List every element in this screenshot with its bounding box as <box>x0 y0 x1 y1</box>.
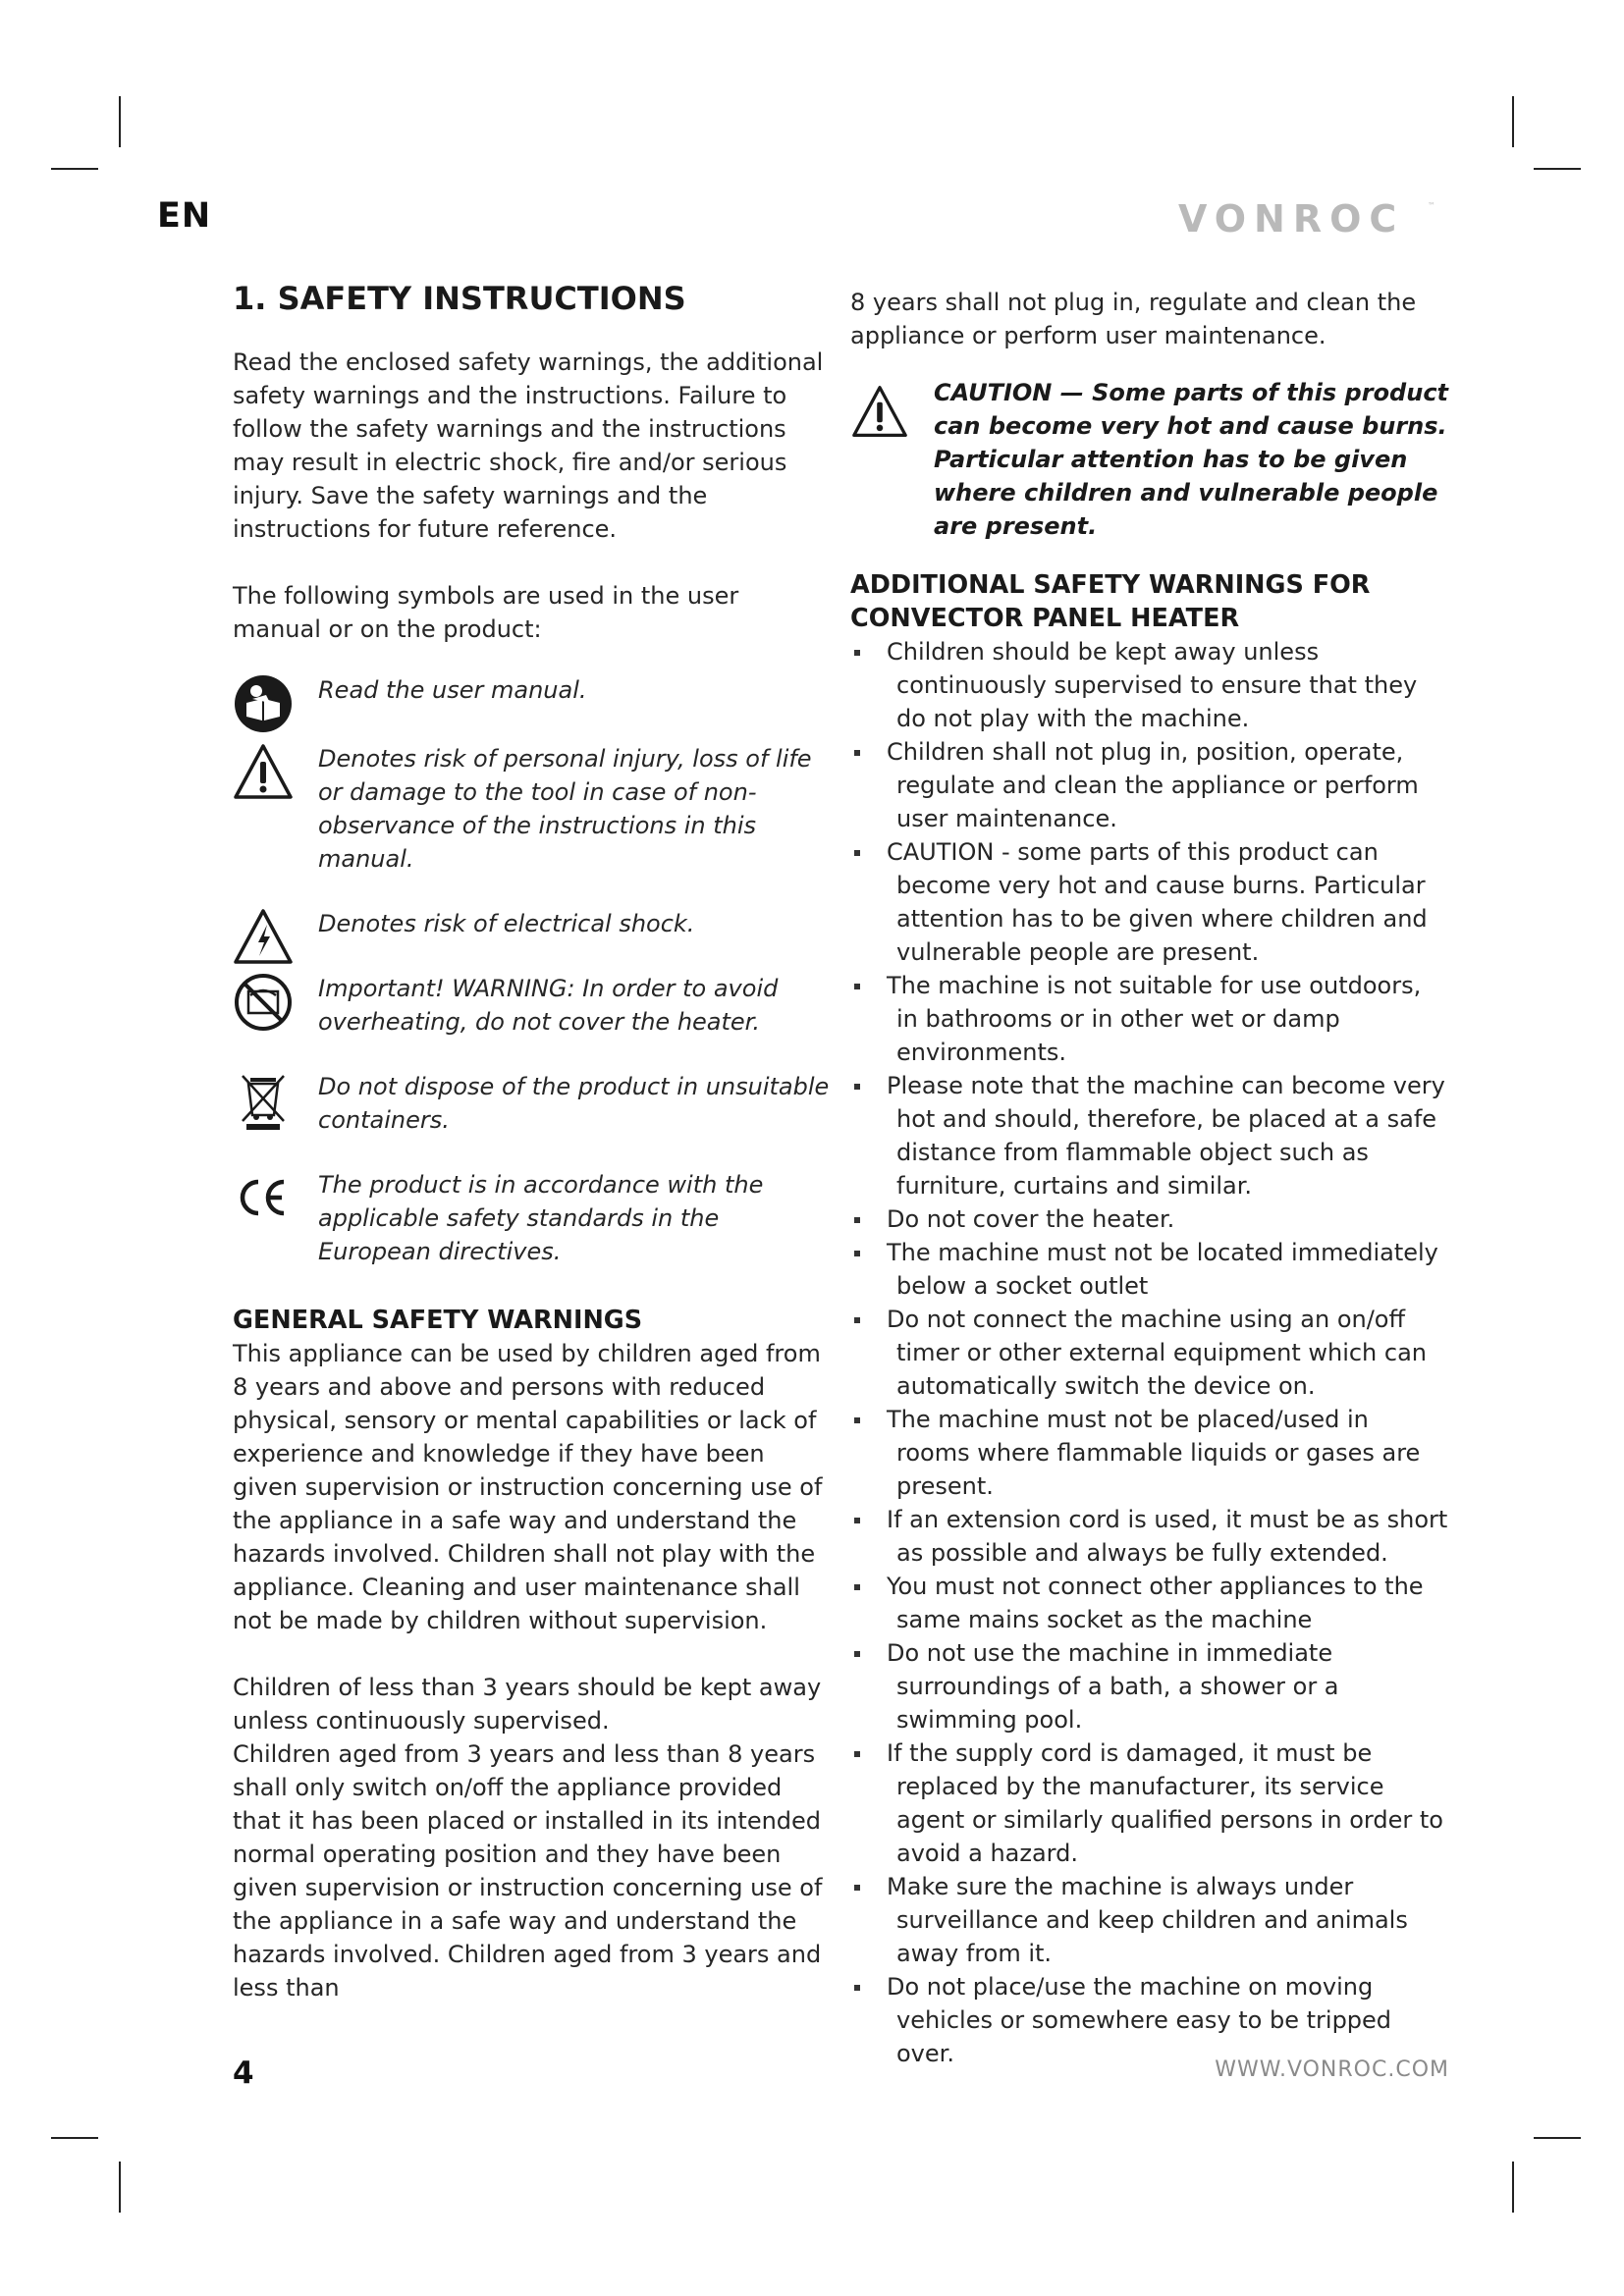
symbol-text: Do not dispose of the product in unsuitable containers. <box>318 1073 830 1134</box>
list-item: Do not connect the machine using an on/off timer or other external equipment which can automatically switch the device on. <box>850 1303 1449 1403</box>
svg-text:VONROC: VONROC <box>1178 197 1405 240</box>
symbol-do-not-cover <box>233 972 830 1039</box>
svg-text:™: ™ <box>1428 201 1435 210</box>
list-item: The machine is not suitable for use outdoors, in bathrooms or in other wet or damp environments. <box>850 969 1449 1069</box>
symbol-text: The product is in accordance with the applicable safety standards in the European directives. <box>318 1171 764 1265</box>
crop-mark-bottom-right-vertical <box>1512 2162 1514 2213</box>
general-paragraph-1: This appliance can be used by children aged from 8 years and above and persons with reduced physical, sensory or mental capabilities or lack of experience and knowledge if they have been given supervision or instruction concerning use of the appliance in a safe way and understand the hazards involved. Children shall not play with the appliance. Cleaning and user maintenance shall not be made by children without supervision. <box>233 1340 823 1634</box>
symbol-text: Read the user manual. <box>318 676 587 704</box>
list-item: Do not place/use the machine on moving vehicles or somewhere easy to be tripped over. <box>850 1970 1449 2070</box>
general-paragraph-3: Children aged from 3 years and less than 8 years shall only switch on/off the appliance provided that it has been placed or installed in its intended normal operating position and they have been given supervision or instruction concerning use of the appliance in a safe way and understand the hazards involved. Children aged from 3 years and less than <box>233 1740 823 2002</box>
symbol-warning <box>233 742 830 876</box>
list-item: Make sure the machine is always under surveillance and keep children and animals away from it. <box>850 1870 1449 1970</box>
symbol-weee <box>233 1070 830 1137</box>
crop-mark-top-left-horizontal <box>51 168 98 170</box>
caution-block <box>850 376 1449 543</box>
read-manual-icon <box>233 673 294 734</box>
symbol-text: Denotes risk of electrical shock. <box>318 910 695 937</box>
electric-shock-icon <box>233 907 294 968</box>
symbol-electric-shock <box>233 907 830 940</box>
do-not-cover-icon <box>233 972 294 1033</box>
list-item: Do not use the machine in immediate surroundings of a bath, a shower or a swimming pool. <box>850 1636 1449 1736</box>
crop-mark-bottom-left-vertical <box>119 2162 121 2213</box>
list-item: If the supply cord is damaged, it must be replaced by the manufacturer, its service agent or similarly qualified persons in order to avoid a hazard. <box>850 1736 1449 1870</box>
continued-paragraph: 8 years shall not plug in, regulate and clean the appliance or perform user maintenance. <box>850 289 1417 349</box>
website-link[interactable]: WWW.VONROC.COM <box>1215 2057 1449 2082</box>
language-code: EN <box>157 196 212 236</box>
crop-mark-top-right-horizontal <box>1534 168 1581 170</box>
brand-logo <box>1178 194 1439 243</box>
ce-mark-icon <box>233 1168 294 1229</box>
symbol-ce <box>233 1168 830 1268</box>
section-title: 1. SAFETY INSTRUCTIONS <box>233 280 686 317</box>
right-column <box>850 286 1449 2070</box>
list-item: Children shall not plug in, position, operate, regulate and clean the appliance or perform user maintenance. <box>850 735 1449 835</box>
list-item: If an extension cord is used, it must be as short as possible and always be fully extended. <box>850 1503 1449 1570</box>
intro-paragraph: Read the enclosed safety warnings, the additional safety warnings and the instructions. Failure to follow the safety warnings and the instructions may result in electric shock, fire and/or serious injury. Save the safety warnings and the instructions for future reference. <box>233 348 824 543</box>
list-item: Please note that the machine can become very hot and should, therefore, be placed at a safe distance from flammable object such as furniture, curtains and similar. <box>850 1069 1449 1202</box>
list-item: Do not cover the heater. <box>850 1202 1449 1236</box>
left-column <box>233 275 830 2004</box>
list-item: The machine must not be placed/used in rooms where flammable liquids or gases are present. <box>850 1403 1449 1503</box>
symbols-intro: The following symbols are used in the user manual or on the product: <box>233 582 739 643</box>
additional-safety-heading: ADDITIONAL SAFETY WARNINGS FOR CONVECTOR PANEL HEATER <box>850 570 1371 633</box>
additional-warnings-list <box>850 635 1449 2070</box>
list-item: The machine must not be located immediately below a socket outlet <box>850 1236 1449 1303</box>
general-paragraph-2: Children of less than 3 years should be kept away unless continuously supervised. <box>233 1674 822 1735</box>
weee-bin-icon <box>233 1070 294 1131</box>
list-item: You must not connect other appliances to the same mains socket as the machine <box>850 1570 1449 1636</box>
symbol-read-manual <box>233 673 830 707</box>
symbol-text: Important! WARNING: In order to avoid overheating, do not cover the heater. <box>318 975 779 1036</box>
caution-text: CAUTION — Some parts of this product can become very hot and cause burns. Particular attention has to be given where children and vulnerable people are present. <box>934 379 1449 540</box>
list-item: Children should be kept away unless continuously supervised to ensure that they do not play with the machine. <box>850 635 1449 735</box>
general-safety-heading: GENERAL SAFETY WARNINGS <box>233 1306 643 1335</box>
crop-mark-bottom-left-horizontal <box>51 2137 98 2139</box>
crop-mark-bottom-right-horizontal <box>1534 2137 1581 2139</box>
warning-triangle-icon <box>850 384 909 441</box>
symbol-text: Denotes risk of personal injury, loss of life or damage to the tool in case of non-observance of the instructions in this manual. <box>318 745 812 873</box>
crop-mark-top-left-vertical <box>119 96 121 147</box>
page-number: 4 <box>233 2056 254 2091</box>
warning-triangle-icon <box>233 742 294 803</box>
crop-mark-top-right-vertical <box>1512 96 1514 147</box>
list-item: CAUTION - some parts of this product can become very hot and cause burns. Particular attention has to be given where children and vulnerable people are present. <box>850 835 1449 969</box>
